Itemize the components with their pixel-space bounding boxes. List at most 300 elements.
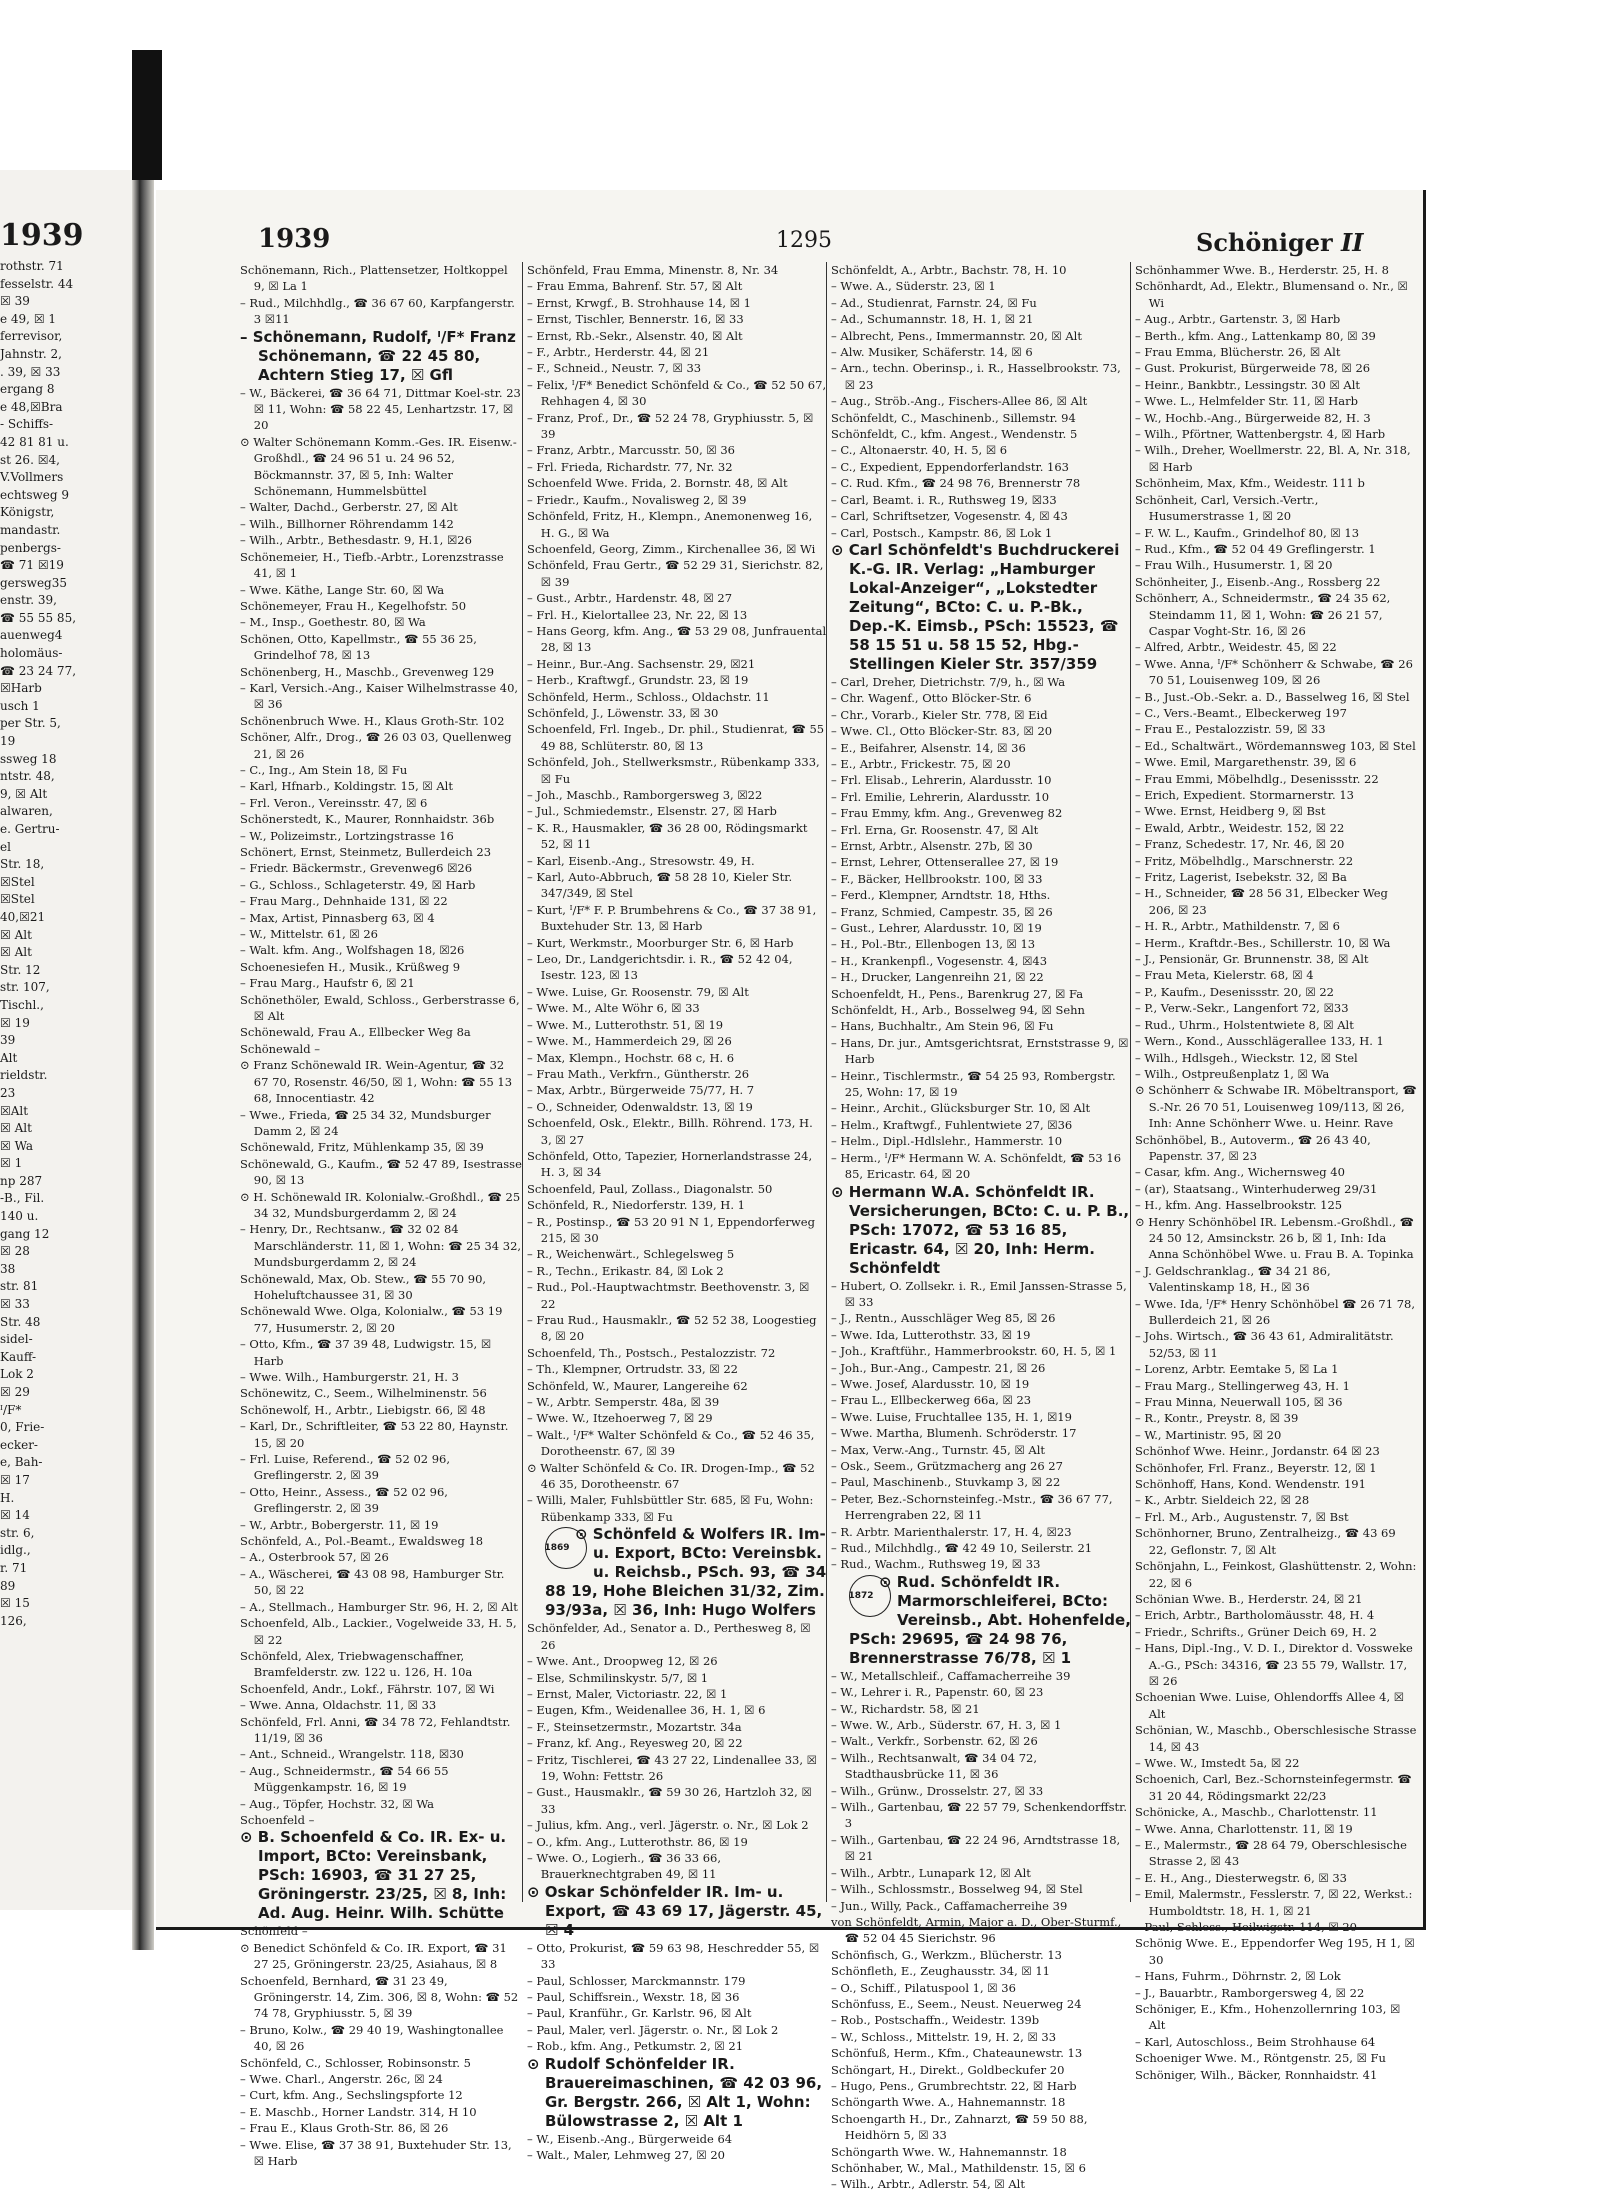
entry-text: – Rud., Wachm., Ruthsweg 19, ☒ 33 (831, 1557, 1041, 1572)
directory-entry (240, 1615, 522, 1648)
entry-text: – Otto, Kfm., ☎ 37 39 48, Ludwigstr. 15, ☒ Harb (240, 1337, 492, 1368)
entry-text: Schönewald, Fritz, Mühlenkamp 35, ☒ 39 (240, 1140, 484, 1155)
entry-text: Schönhöbel, B., Autoverm., ☎ 26 43 40, Papenstr. 37, ☒ 23 (1135, 1132, 1371, 1163)
directory-entry (1135, 1804, 1417, 1820)
directory-entry (527, 2131, 827, 2147)
entry-text: Schönian, W., Maschb., Oberschlesische Strasse 14, ☒ 43 (1135, 1723, 1417, 1754)
directory-entry (1135, 278, 1417, 311)
entry-text: – A., Stellmach., Hamburger Str. 96, H. 2, ☒ Alt (240, 1599, 518, 1614)
page-year: 1939 (258, 224, 331, 254)
directory-entry (1135, 1558, 1417, 1591)
entry-text: – R., Techn., Erikastr. 84, ☒ Lok 2 (527, 1263, 724, 1278)
directory-entry (240, 1484, 522, 1517)
directory-entry (1135, 1919, 1417, 1935)
directory-entry (240, 1303, 522, 1336)
entry-text: Schönheit, Carl, Versich.-Vertr., Husumerstrasse 1, ☒ 20 (1135, 492, 1319, 524)
directory-entry (1135, 1722, 1417, 1755)
directory-entry (240, 1402, 522, 1418)
previous-page-line: ☒ Alt (0, 945, 32, 960)
directory-entry (1135, 1000, 1417, 1016)
entry-text: – Wwe. Ant., Droopweg 12, ☒ 26 (527, 1654, 718, 1669)
entry-text: ⊙ Rud. Schönfeldt IR. Marmorschleiferei, BCto: Vereinsb., Abt. Hohenfelde, PSch: 29695, ☎ 24 98 76, Brennerstrasse 76/78, ☒ 1 (849, 1572, 1131, 1667)
directory-entry (831, 2094, 1131, 2110)
entry-text: – O., kfm. Ang., Lutterothstr. 86, ☒ 19 (527, 1834, 748, 1849)
directory-entry (831, 2029, 1131, 2045)
directory-entry (527, 1115, 827, 1148)
entry-text: – O., Schneider, Odenwaldstr. 13, ☒ 19 (527, 1099, 753, 1114)
entry-text: Schöniger, E., Kfm., Hohenzollernring 103, ☒ Alt (1135, 2002, 1401, 2033)
directory-entry (831, 1117, 1131, 1133)
directory-entry (527, 475, 827, 491)
directory-entry (831, 1376, 1131, 1392)
directory-entry (240, 926, 522, 942)
entry-text: – Ed., Schaltwärt., Wördemannsweg 103, ☒ Stel (1135, 738, 1416, 753)
directory-entry (527, 1850, 827, 1883)
entry-text: – Frl. H., Kielortallee 23, Nr. 22, ☒ 13 (527, 607, 748, 622)
directory-entry (1135, 656, 1417, 689)
directory-entry (240, 1385, 522, 1401)
previous-page-line: ☒ Alt (0, 927, 32, 942)
entry-text: – Helm., Kraftwgf., Fuhlentwiete 27, ☒36 (831, 1117, 1073, 1132)
previous-page-line: ☒ 28 (0, 1244, 30, 1259)
directory-entry (527, 721, 827, 754)
entry-text: Schönhofer, Frl. Franz., Beyerstr. 12, ☒ 1 (1135, 1460, 1377, 1475)
directory-entry (527, 623, 827, 656)
previous-page-line: -B., Fil. (0, 1191, 45, 1206)
directory-entry (1135, 1394, 1417, 1410)
entry-text: – Frl. M., Arb., Augustenstr. 7, ☒ Bst (1135, 1509, 1349, 1524)
directory-entry (831, 772, 1131, 788)
directory-entry (527, 1620, 827, 1653)
entry-text: Schoeniger Wwe. M., Röntgenstr. 25, ☒ Fu (1135, 2051, 1386, 2066)
entry-text: Schönert, Ernst, Steinmetz, Bullerdeich 23 (240, 845, 492, 859)
entry-text: – Paul, Schloss., Heilwigstr. 114, ☒ 20 (1135, 1920, 1357, 1935)
directory-entry (527, 689, 827, 705)
entry-text: – Ant., Schneid., Wrangelstr. 118, ☒30 (240, 1747, 464, 1762)
entry-text: Schönfeld, Alex, Triebwagenschaffner, Bramfelderstr. zw. 122 u. 126, H. 10a (240, 1648, 473, 1680)
entry-text: – W., Arbtr., Bobergerstr. 11, ☒ 19 (240, 1517, 439, 1532)
entry-text: Schönenberg, H., Maschb., Grevenweg 129 (240, 664, 495, 679)
directory-entry (527, 1263, 827, 1279)
directory-entry (831, 838, 1131, 854)
directory-entry (1135, 1476, 1417, 1492)
entry-text: – Fritz, Lagerist, Isebekstr. 32, ☒ Ba (1135, 870, 1347, 885)
previous-page-line: ☒ 17 (0, 1472, 30, 1487)
entry-text: – Gust., Lehrer, Alardusstr. 10, ☒ 19 (831, 921, 1042, 935)
directory-entry (527, 984, 827, 1000)
directory-entry (831, 2111, 1131, 2144)
entry-text: – Frl. Elisab., Lehrerin, Alardusstr. 10 (831, 773, 1052, 788)
entry-text: Schoenesiefen H., Musik., Krüßweg 9 (240, 959, 461, 974)
entry-text: – Ernst, Krwgf., B. Strohhause 14, ☒ 1 (527, 295, 751, 310)
previous-page-line: el (0, 839, 11, 854)
entry-text: – R., Kontr., Preystr. 8, ☒ 39 (1135, 1411, 1299, 1426)
entry-text: – Arn., techn. Oberinsp., i. R., Hasselbrookstr. 73, ☒ 23 (831, 361, 1121, 392)
directory-entry (240, 1139, 522, 1155)
directory-entry (527, 754, 827, 787)
directory-entry (527, 541, 827, 557)
previous-page-line: 42 81 81 u. (0, 434, 69, 449)
directory-entry (527, 1752, 827, 1785)
entry-text: – M., Insp., Goethestr. 80, ☒ Wa (240, 615, 426, 630)
entry-text: – Wwe. Josef, Alardusstr. 10, ☒ 19 (831, 1376, 1030, 1391)
entry-text: Schönewitz, C., Seem., Wilhelminenstr. 56 (240, 1386, 487, 1401)
entry-text: – Erich, Arbtr., Bartholomäusstr. 48, H. 4 (1135, 1608, 1375, 1623)
entry-text: – Otto, Prokurist, ☎ 59 63 98, Heschredder 55, ☒ 33 (527, 1940, 820, 1972)
directory-entry (240, 499, 522, 515)
entry-text: Schönfleth, E., Zeughausstr. 34, ☒ 11 (831, 1964, 1050, 1979)
entry-text: – Wwe. O., Logierh., ☎ 36 33 66, Brauerknechtgraben 49, ☒ 11 (527, 1850, 722, 1882)
previous-page-line: rothstr. 71 (0, 259, 64, 273)
directory-entry (1135, 1935, 1417, 1968)
previous-page-strip (0, 170, 132, 1910)
directory-entry (240, 942, 522, 958)
entry-text: – Wwe. Wilh., Hamburgerstr. 21, H. 3 (240, 1370, 459, 1384)
previous-page-line: enstr. 39, (0, 593, 57, 608)
directory-entry (831, 1068, 1131, 1101)
previous-page-line: V.Vollmers (0, 470, 64, 485)
entry-text: – J., Pensionär, Gr. Brunnenstr. 38, ☒ Alt (1135, 952, 1369, 967)
directory-entry (831, 1540, 1131, 1556)
previous-page-line: ☒Alt (0, 1103, 29, 1118)
entry-text: ⊙ Carl Schönfeldt's Buchdruckerei K.-G. IR. Verlag: „Hamburger Lokal-Anzeiger“, „Lokstedter Zeitung“, BCto: C. u. P.-Bk., Dep.-K. Eimsb., PSch: 15523, ☎ 58 15 51 u. 58 15 52, Hbg.-Stellingen Kieler Str. 357/359 (831, 540, 1120, 673)
entry-text: – Curt, kfm. Ang., Sechslingspforte 12 (240, 2088, 463, 2103)
entry-text: Schönenbruch Wwe. H., Klaus Groth-Str. 102 (240, 713, 505, 728)
directory-entry (831, 1963, 1131, 1979)
entry-text: – Walt., Maler, Lehmweg 27, ☒ 20 (527, 2148, 725, 2163)
previous-page-line: gersweg35 (0, 575, 68, 590)
directory-entry (527, 1410, 827, 1426)
directory-entry (1135, 1296, 1417, 1329)
entry-text: – Fritz, Möbelhdlg., Marschnerstr. 22 (1135, 853, 1354, 868)
directory-entry (1135, 1033, 1417, 1049)
directory-entry (527, 1940, 827, 1973)
directory-entry (831, 393, 1131, 409)
entry-text: – Ad., Schumannstr. 18, H. 1, ☒ 21 (831, 312, 1034, 327)
entry-text: Schönheiter, J., Eisenb.-Ang., Rossberg 22 (1135, 574, 1381, 589)
entry-text: – Franz, kf. Ang., Reyesweg 20, ☒ 22 (527, 1736, 743, 1751)
entry-text: – Wwe. Martha, Blumenh. Schröderstr. 17 (831, 1426, 1077, 1441)
entry-text: – Wilh., Arbtr., Lunapark 12, ☒ Alt (831, 1865, 1031, 1880)
previous-page-line: r. 71 (0, 1560, 28, 1575)
previous-page-line: 0, Frie- (0, 1420, 45, 1435)
directory-entry (527, 672, 827, 688)
directory-entry (527, 1670, 827, 1686)
entry-text: – B., Just.-Ob.-Sekr. a. D., Basselweg 16, ☒ Stel (1135, 689, 1410, 704)
directory-entry (240, 2137, 522, 2170)
directory-entry (831, 1668, 1131, 1684)
directory-entry (1135, 1607, 1417, 1623)
entry-text: Schönfeld, A., Pol.-Beamt., Ewaldsweg 18 (240, 1534, 484, 1549)
directory-entry (240, 1812, 522, 1828)
directory-entry (831, 1425, 1131, 1441)
directory-entry (240, 844, 522, 860)
directory-entry (240, 1451, 522, 1484)
directory-entry (240, 1418, 522, 1451)
entry-text: – Kurt, Werkmstr., Moorburger Str. 6, ☒ Harb (527, 935, 794, 950)
directory-entry (831, 1799, 1131, 1832)
column-1 (240, 262, 522, 2169)
entry-text: – Hugo, Pens., Grumbrechtstr. 22, ☒ Harb (831, 2078, 1077, 2093)
entry-text: – C., Altonaerstr. 40, H. 5, ☒ 6 (831, 443, 1008, 458)
previous-page-line: Str. 48 (0, 1314, 41, 1329)
column-3 (826, 262, 1131, 2192)
directory-entry (1135, 2034, 1417, 2050)
entry-text: – F., Arbtr., Herderstr. 44, ☒ 21 (527, 345, 710, 360)
previous-page-line: Str. 18, (0, 857, 45, 872)
entry-text: Schoenian Wwe. Luise, Ohlendorffs Allee 4, ☒ Alt (1135, 1690, 1405, 1721)
previous-page-line: holomäus- (0, 646, 63, 661)
previous-page-line: ferrevisor, (0, 329, 63, 344)
entry-text: – Ernst, Arbtr., Alsenstr. 27b, ☒ 30 (831, 838, 1033, 853)
entry-text: – Frau E., Pestalozzistr. 59, ☒ 33 (1135, 722, 1326, 737)
entry-text: – Wwe. M., Hammerdeich 29, ☒ 26 (527, 1034, 732, 1049)
directory-entry (240, 1156, 522, 1189)
entry-text: ⊙ Schönherr & Schwabe IR. Möbeltransport, ☎ S.-Nr. 26 70 51, Louisenweg 109/113, ☒ 26, Inh: Anne Schönherr Wwe. u. Heinr. Rave (1135, 1083, 1417, 1131)
entry-text: Schönfeld, Frau Emma, Minenstr. 8, Nr. 34 (527, 263, 779, 277)
directory-entry (1135, 1443, 1417, 1459)
running-head-name: Schöniger (1196, 228, 1333, 257)
entry-text: – Wwe. W., Imstedt 5a, ☒ 22 (1135, 1755, 1300, 1770)
directory-entry (527, 508, 827, 541)
directory-entry (1135, 393, 1417, 409)
directory-entry (240, 1973, 522, 2022)
directory-entry (240, 1041, 522, 1057)
previous-page-line: 9, ☒ Alt (0, 786, 48, 801)
entry-text: Schoenfeld, Georg, Zimm., Kirchenallee 36, ☒ Wi (527, 541, 816, 556)
entry-text: Schönian Wwe. B., Herderstr. 24, ☒ 21 (1135, 1591, 1363, 1606)
directory-entry (831, 1491, 1131, 1524)
directory-entry (831, 262, 1131, 278)
directory-entry (831, 1310, 1131, 1326)
directory-entry (1135, 1214, 1417, 1263)
entry-text: – Heinr., Bur.-Ang. Sachsenstr. 29, ☒21 (527, 656, 756, 671)
directory-entry (1135, 475, 1417, 491)
entry-text: – Karl, Dr., Schriftleiter, ☎ 53 22 80, Haynstr. 15, ☒ 20 (240, 1419, 509, 1450)
previous-page-line: ☒ 19 (0, 1015, 30, 1030)
directory-entry (1135, 721, 1417, 737)
directory-entry (1135, 1017, 1417, 1033)
entry-text: Schönjahn, L., Feinkost, Glashüttenstr. 2, Wohn: 22, ☒ 6 (1135, 1559, 1417, 1590)
entry-text: – Wwe. W., Arb., Süderstr. 67, H. 3, ☒ 1 (831, 1718, 1062, 1733)
entry-text: – Hans, Buchhaltr., Am Stein 96, ☒ Fu (831, 1019, 1054, 1034)
directory-entry (527, 295, 827, 311)
directory-entry (831, 525, 1131, 541)
previous-page-line: e 48,☒Bra (0, 399, 63, 414)
entry-text: Schöngarth Wwe. A., Hahnemannstr. 18 (831, 2095, 1066, 2110)
previous-page-line: mandastr. (0, 522, 61, 537)
entry-text: Schönewald – (240, 1041, 321, 1056)
directory-entry (831, 1409, 1131, 1425)
directory-entry (1135, 541, 1417, 557)
entry-text: – Rud., Milchhdlg., ☎ 36 67 60, Karpfangerstr. 3 ☒11 (240, 295, 515, 327)
directory-entry (831, 541, 1131, 674)
directory-entry (1135, 1460, 1417, 1476)
entry-text: Schönhof Wwe. Heinr., Jordanstr. 64 ☒ 23 (1135, 1444, 1380, 1459)
directory-entry (831, 707, 1131, 723)
directory-entry (1135, 705, 1417, 721)
directory-entry (1135, 689, 1417, 705)
entry-text: – Osk., Seem., Grützmacherg ang 26 27 (831, 1458, 1063, 1473)
entry-text: – Jul., Schmiedemstr., Elsenstr. 27, ☒ Harb (527, 804, 777, 819)
directory-entry (831, 953, 1131, 969)
directory-entry (831, 1733, 1131, 1749)
previous-page-line: 19 (0, 734, 16, 749)
entry-text: – W., Schloss., Mittelstr. 19, H. 2, ☒ 33 (831, 2029, 1057, 2044)
directory-entry (527, 1361, 827, 1377)
entry-text: – Wilh., Rechtsanwalt, ☎ 34 04 72, Stadthausbrücke 11, ☒ 36 (831, 1750, 1038, 1782)
directory-entry (240, 2104, 522, 2120)
directory-entry (527, 1883, 827, 1940)
entry-text: – Casar, kfm. Ang., Wichernsweg 40 (1135, 1165, 1345, 1180)
directory-entry (1135, 377, 1417, 393)
directory-entry (831, 410, 1131, 426)
entry-text: – Walt., Verkfr., Sorbenstr. 62, ☒ 26 (831, 1734, 1038, 1749)
directory-entry (1135, 1968, 1417, 1984)
directory-entry (527, 1394, 827, 1410)
directory-entry (831, 344, 1131, 360)
entry-text: – W., Metallschleif., Caffamacherreihe 39 (831, 1668, 1071, 1683)
entry-text: – Wwe. Anna, Oldachstr. 11, ☒ 33 (240, 1698, 437, 1713)
previous-page-line: echtsweg 9 (0, 487, 70, 502)
directory-entry (240, 582, 522, 598)
entry-text: – P., Verw.-Sekr., Langenfort 72, ☒33 (1135, 1001, 1349, 1016)
directory-entry (527, 902, 827, 935)
directory-entry (240, 664, 522, 680)
previous-page-line: H. (0, 1490, 15, 1505)
directory-entry (240, 992, 522, 1025)
previous-page-line: ☒ 33 (0, 1297, 30, 1312)
previous-page-line: ☒Stel (0, 892, 35, 907)
entry-text: – Max, Artist, Pinnasberg 63, ☒ 4 (240, 910, 435, 925)
entry-text: – Frau Meta, Kielerstr. 68, ☒ 4 (1135, 968, 1314, 983)
directory-entry (527, 1973, 827, 1989)
entry-text: – Aug., Schneidermstr., ☎ 54 66 55 Müggenkampstr. 16, ☒ 19 (240, 1763, 449, 1795)
directory-entry (831, 2160, 1131, 2176)
entry-text: Schönethöler, Ewald, Schloss., Gerberstrasse 6, ☒ Alt (240, 992, 520, 1024)
directory-entry (831, 904, 1131, 920)
entry-text: – Carl, Postsch., Kampstr. 86, ☒ Lok 1 (831, 525, 1053, 540)
directory-entry (831, 789, 1131, 805)
entry-text: – R. Arbtr. Marienthalerstr. 17, H. 4, ☒23 (831, 1524, 1072, 1539)
directory-entry (527, 705, 827, 721)
directory-entry (831, 1832, 1131, 1865)
directory-entry (527, 1181, 827, 1197)
directory-entry (831, 690, 1131, 706)
entry-text: – F. W. L., Kaufm., Grindelhof 80, ☒ 13 (1135, 525, 1360, 540)
entry-text: – Herm., Kraftdr.-Bes., Schillerstr. 10, ☒ Wa (1135, 935, 1391, 950)
entry-text: ⊙ Oskar Schönfelder IR. Im- u. Export, ☎ 43 69 17, Jägerstr. 45, ☒ 4 (527, 1882, 823, 1939)
directory-entry (831, 1150, 1131, 1183)
directory-entry (831, 311, 1131, 327)
entry-text: – Frl. Emilie, Lehrerin, Alardusstr. 10 (831, 789, 1050, 804)
directory-entry (1135, 1821, 1417, 1837)
entry-text: Schönfeldt, C., Maschinenb., Sillemstr. 94 (831, 410, 1076, 425)
previous-page-line: ergang 8 (0, 382, 55, 397)
entry-text: – F., Steinsetzermstr., Mozartstr. 34a (527, 1719, 742, 1734)
directory-entry (831, 278, 1131, 294)
directory-entry (1135, 885, 1417, 918)
previous-page-line: ☎ 71 ☒19 (0, 558, 64, 573)
entry-text: – Frl. Luise, Referend., ☎ 52 02 96, Greflingerstr. 2, ☒ 39 (240, 1452, 451, 1483)
entry-text: Schönhammer Wwe. B., Herderstr. 25, H. 8 (1135, 263, 1389, 277)
directory-entry (1135, 1197, 1417, 1213)
entry-text: – Heinr., Bankbtr., Lessingstr. 30 ☒ Alt (1135, 377, 1361, 392)
directory-entry (1135, 738, 1417, 754)
previous-page-line: Jahnstr. 2, (0, 346, 62, 361)
entry-text: – C., Ing., Am Stein 18, ☒ Fu (240, 762, 408, 777)
entry-text: – Rob., kfm. Ang., Petkumstr. 2, ☒ 21 (527, 2039, 744, 2054)
entry-text: Schönfeldt, C., kfm. Angest., Wendenstr. 5 (831, 427, 1078, 442)
entry-text: – Felix, ᴵ/F* Benedict Schönfeld & Co., ☎ 52 50 67, Rehhagen 4, ☒ 30 (527, 377, 827, 409)
entry-text: – Frau Math., Verkfrn., Güntherstr. 26 (527, 1066, 750, 1081)
entry-text: Schönemeyer, Frau H., Kegelhofstr. 50 (240, 598, 467, 613)
directory-entry (1135, 1164, 1417, 1180)
previous-page-line: ☒Stel (0, 874, 35, 889)
entry-text: – Herm., ᴵ/F* Hermann W. A. Schönfeldt, ☎ 53 16 85, Ericastr. 64, ☒ 20 (831, 1150, 1122, 1182)
directory-entry (1135, 2067, 1417, 2083)
entry-text: – Wilh., Grünw., Drosselstr. 27, ☒ 33 (831, 1783, 1044, 1798)
entry-text: Schönfeld, Fritz, H., Klempn., Anemonenweg 16, H. G., ☒ Wa (527, 509, 813, 540)
entry-text: – F., Schneid., Neustr. 7, ☒ 33 (527, 361, 702, 376)
directory-entry (1135, 918, 1417, 934)
directory-entry (240, 959, 522, 975)
directory-entry (1135, 639, 1417, 655)
entry-text: – Rob., Postschaffn., Weidestr. 139b (831, 2013, 1040, 2028)
directory-entry (1135, 754, 1417, 770)
entry-text: – Gust., Hausmaklr., ☎ 59 30 26, Hartzloh 32, ☒ 33 (527, 1785, 812, 1816)
previous-page-line: ☒ Wa (0, 1138, 34, 1153)
entry-text: Schoengarth H., Dr., Zahnarzt, ☎ 59 50 88, Heidhörn 5, ☒ 33 (831, 2111, 1088, 2143)
entry-text: – Wilh., Hdlsgeh., Wieckstr. 12, ☒ Stel (1135, 1050, 1358, 1065)
directory-entry (831, 1684, 1131, 1700)
directory-entry (831, 1556, 1131, 1572)
directory-entry (527, 656, 827, 672)
entry-text: Schönfeld, R., Niedorferstr. 139, H. 1 (527, 1198, 745, 1213)
directory-entry (240, 795, 522, 811)
previous-page-line: ☒ 39 (0, 294, 30, 309)
directory-entry (831, 969, 1131, 985)
entry-text: – Julius, kfm. Ang., verl. Jägerstr. o. Nr., ☒ Lok 2 (527, 1818, 809, 1833)
entry-text: – H., Drucker, Langenreihn 21, ☒ 22 (831, 970, 1044, 985)
directory-entry (1135, 1132, 1417, 1165)
entry-text: ⊙ H. Schönewald IR. Kolonialw.-Großhdl., ☎ 25 34 32, Mundsburgerdamm 2, ☒ 24 (240, 1189, 521, 1220)
entry-text: – W., Arbtr. Semperstr. 48a, ☒ 39 (527, 1395, 720, 1410)
directory-entry (527, 278, 827, 294)
directory-entry (831, 1980, 1131, 1996)
entry-text: – Ewald, Arbtr., Weidestr. 152, ☒ 22 (1135, 820, 1345, 835)
entry-text: – Paul, Maler, verl. Jägerstr. o. Nr., ☒ Lok 2 (527, 2022, 779, 2037)
directory-entry (240, 1923, 522, 1939)
directory-entry (240, 778, 522, 794)
directory-entry (240, 385, 522, 434)
directory-entry (527, 1148, 827, 1181)
entry-text: Schöngart, H., Direkt., Goldbeckufer 20 (831, 2062, 1065, 2077)
directory-entry (527, 1082, 827, 1098)
directory-entry (1135, 853, 1417, 869)
directory-entry (240, 598, 522, 614)
directory-entry (527, 1460, 827, 1493)
directory-entry (240, 1024, 522, 1040)
directory-entry (527, 328, 827, 344)
directory-entry (831, 492, 1131, 508)
directory-entry (527, 1050, 827, 1066)
entry-text: – Fritz, Tischlerei, ☎ 43 27 22, Lindenallee 33, ☒ 19, Wohn: Fettstr. 26 (527, 1752, 817, 1783)
entry-text: – Frau E., Klaus Groth-Str. 86, ☒ 26 (240, 2121, 449, 2136)
directory-entry (240, 2022, 522, 2055)
entry-text: Schoenfeld, Andr., Lokf., Fährstr. 107, ☒ Wi (240, 1681, 495, 1696)
previous-page-line: e, Bah- (0, 1455, 43, 1470)
